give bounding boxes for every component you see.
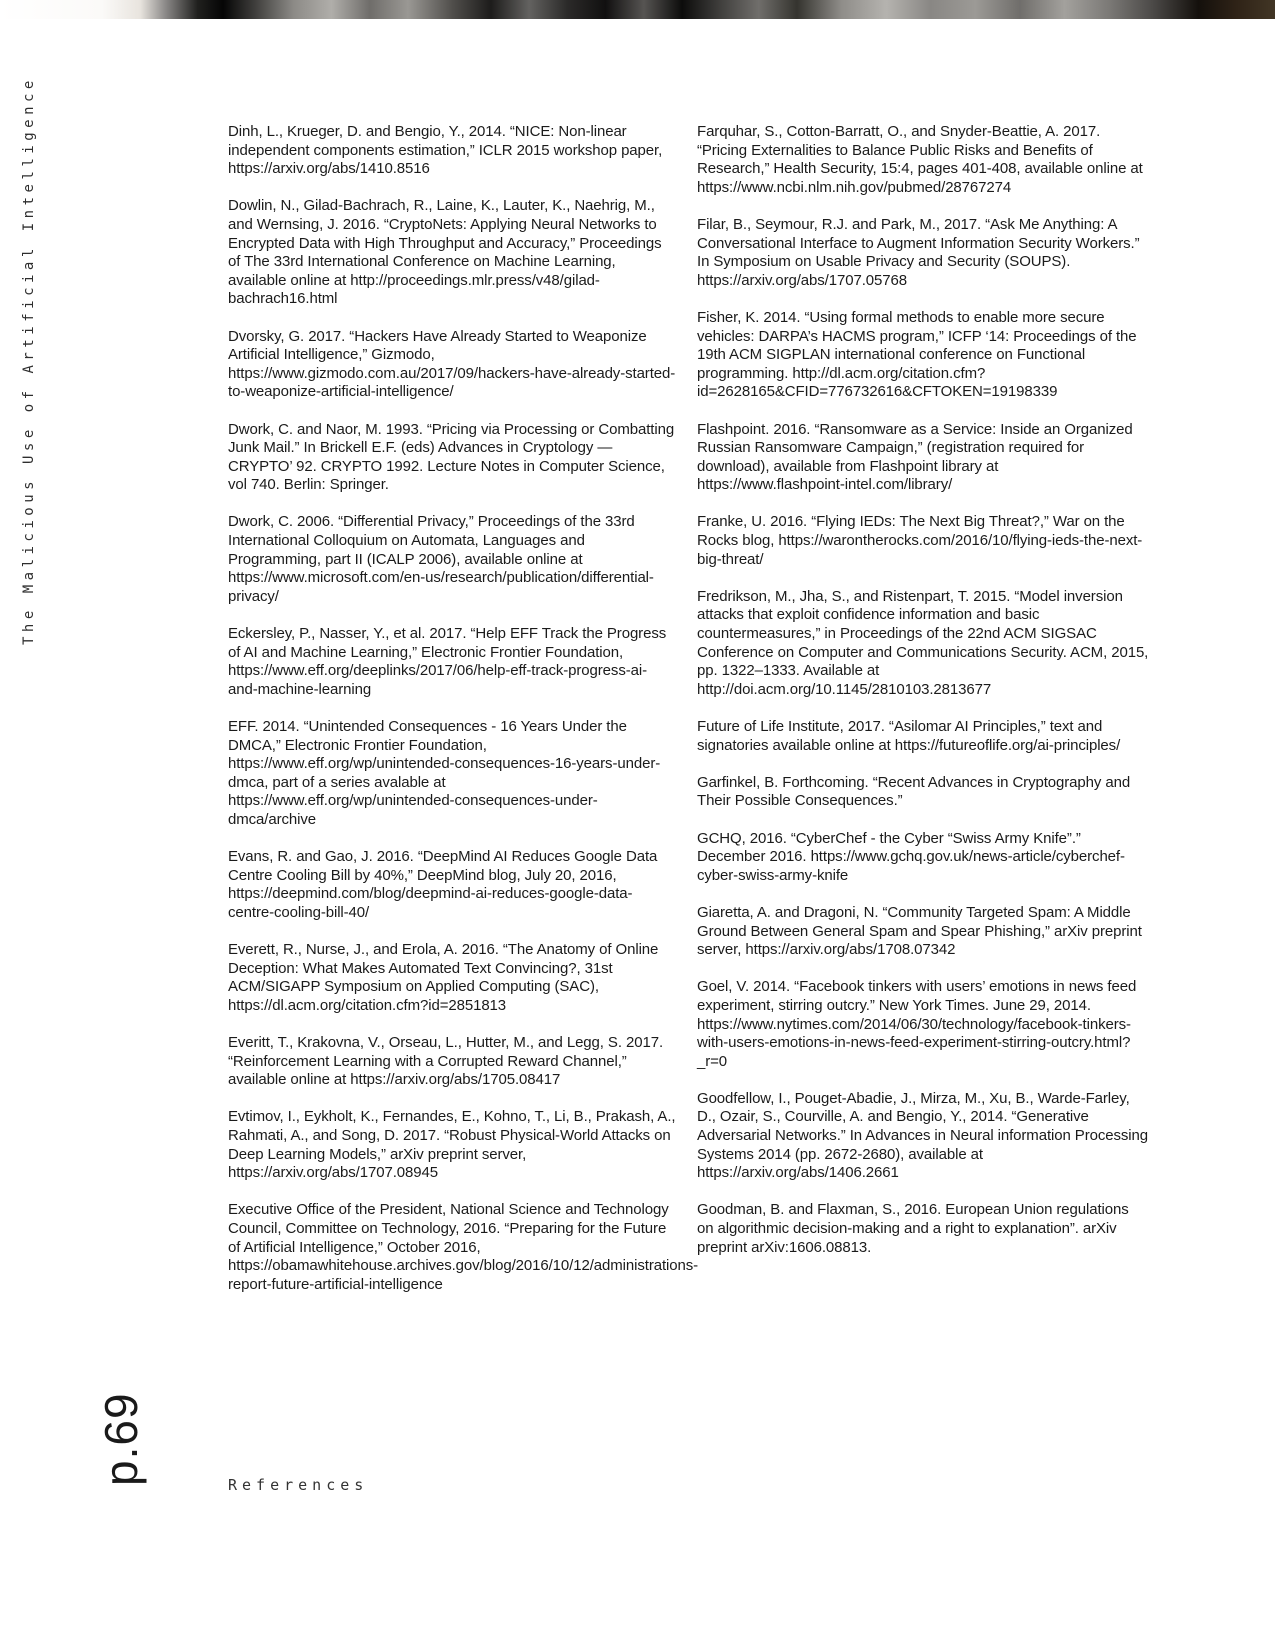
reference-entry: Executive Office of the President, National Science and Technology Council, Committee on Technology, 2016. “Preparing for the Future of Artificial Intelligence,” October 2016, https://obamawhitehouse.archives.gov/blog/2016/10/12/administrations-report-future-artificial-intelligence xyxy=(228,1201,699,1293)
reference-entry: Dwork, C. and Naor, M. 1993. “Pricing via Processing or Combatting Junk Mail.” In Brickell E.F. (eds) Advances in Cryptology — CRYPTO’ 92. CRYPTO 1992. Lecture Notes in Computer Science, vol 740. Berlin: Springer. xyxy=(228,420,675,494)
sidebar-vertical-title: The Malicious Use of Artificial Intelligence xyxy=(21,76,37,645)
reference-entry: Everitt, T., Krakovna, V., Orseau, L., Hutter, M., and Legg, S. 2017. “Reinforcement Learning with a Corrupted Reward Channel,” available online at https://arxiv.org/abs/1705.08417 xyxy=(228,1034,664,1089)
reference-entry: Evans, R. and Gao, J. 2016. “DeepMind AI Reduces Google Data Centre Cooling Bill by 40%,” DeepMind blog, July 20, 2016, https://deepmind.com/blog/deepmind-ai-reduces-google-data-centre-cooling-bill-40/ xyxy=(228,848,658,921)
reference-entry: Franke, U. 2016. “Flying IEDs: The Next Big Threat?,” War on the Rocks blog, https://warontherocks.com/2016/10/flying-ieds-the-next-big-threat/ xyxy=(697,513,1143,568)
reference-entry: Everett, R., Nurse, J., and Erola, A. 2016. “The Anatomy of Online Deception: What Makes Automated Text Convincing?, 31st ACM/SIGAPP Symposium on Applied Computing (SAC), https://dl.acm.org/citation.cfm?id=2851813 xyxy=(228,941,659,1014)
reference-entry: EFF. 2014. “Unintended Consequences - 16 Years Under the DMCA,” Electronic Frontier Foundation, https://www.eff.org/wp/unintended-consequences-16-years-under-dmca, part of a series avalable at https://www.eff.org/wp/unintended-consequences-under-dmca/archive xyxy=(228,718,661,828)
reference-entry: Garfinkel, B. Forthcoming. “Recent Advances in Cryptography and Their Possible Consequences.” xyxy=(697,773,1131,810)
header-image-strip xyxy=(0,0,1275,19)
reference-entry: Goodfellow, I., Pouget-Abadie, J., Mirza, M., Xu, B., Warde-Farley, D., Ozair, S., Courville, A. and Bengio, Y., 2014. “Generative Adversarial Networks.” In Advances in Neural information Processing Systems 2014 (pp. 2672-2680), available at https://arxiv.org/abs/1406.2661 xyxy=(697,1089,1148,1182)
reference-entry: Goodman, B. and Flaxman, S., 2016. European Union regulations on algorithmic decision-making and a right to explanation”. arXiv preprint arXiv:1606.08813. xyxy=(697,1201,1129,1256)
reference-entry: Fisher, K. 2014. “Using formal methods to enable more secure vehicles: DARPA’s HACMS program,” ICFP ‘14: Proceedings of the 19th ACM SIGPLAN international conference on Functional programming. http://dl.acm.org/citation.cfm?id=2628165&CFID=776732616&CFTOKEN=19198339 xyxy=(697,308,1137,401)
reference-entry: Dvorsky, G. 2017. “Hackers Have Already Started to Weaponize Artificial Intelligence,” Gizmodo, https://www.gizmodo.com.au/2017/09/hackers-have-already-started-to-weaponize-artificial-intelligence/ xyxy=(228,327,676,401)
reference-entry: Fredrikson, M., Jha, S., and Ristenpart, T. 2015. “Model inversion attacks that exploit confidence information and basic countermeasures,” in Proceedings of the 22nd ACM SIGSAC Conference on Computer and Communications Security. ACM, 2015, pp. 1322–1333. Available at http://doi.acm.org/10.1145/2810103.2813677 xyxy=(697,587,1149,698)
reference-entry: Dowlin, N., Gilad-Bachrach, R., Laine, K., Lauter, K., Naehrig, M., and Wernsing, J. 2016. “CryptoNets: Applying Neural Networks to Encrypted Data with High Throughput and Accuracy,” Proceedings of The 33rd International Conference on Machine Learning, available online at http://proceedings.mlr.press/v48/gilad-bachrach16.html xyxy=(228,197,662,308)
reference-entry: Filar, B., Seymour, R.J. and Park, M., 2017. “Ask Me Anything: A Conversational Interface to Augment Information Security Workers.” In Symposium on Usable Privacy and Security (SOUPS). https://arxiv.org/abs/1707.05768 xyxy=(697,215,1140,289)
reference-entry: Flashpoint. 2016. “Ransomware as a Service: Inside an Organized Russian Ransomware Campaign,” (registration required for download), available from Flashpoint library at https://www.flashpoint-intel.com/library/ xyxy=(697,420,1133,494)
reference-entry: GCHQ, 2016. “CyberChef - the Cyber “Swiss Army Knife”.” December 2016. https://www.gchq.gov.uk/news-article/cyberchef-cyber-swiss-army-knife xyxy=(697,829,1125,884)
reference-entry: Eckersley, P., Nasser, Y., et al. 2017. “Help EFF Track the Progress of AI and Machine Learning,” Electronic Frontier Foundation, https://www.eff.org/deeplinks/2017/06/help-eff-track-progress-ai-and-machine-learning xyxy=(228,625,667,698)
reference-entry: Future of Life Institute, 2017. “Asilomar AI Principles,” text and signatories available online at https://futureoflife.org/ai-principles/ xyxy=(697,718,1121,754)
reference-entry: Dwork, C. 2006. “Differential Privacy,” Proceedings of the 33rd International Colloquium on Automata, Languages and Programming, part II (ICALP 2006), available online at https://www.microsoft.com/en-us/research/publication/differential-privacy/ xyxy=(228,513,654,605)
reference-entry: Dinh, L., Krueger, D. and Bengio, Y., 2014. “NICE: Non-linear independent components estimation,” ICLR 2015 workshop paper, https://arxiv.org/abs/1410.8516 xyxy=(228,123,663,178)
references-column-right xyxy=(697,123,1149,1276)
page-number: p.69 xyxy=(95,1392,147,1486)
references-column-left xyxy=(228,123,699,1313)
reference-entry: Giaretta, A. and Dragoni, N. “Community Targeted Spam: A Middle Ground Between General Spam and Spear Phishing,” arXiv preprint server, https://arxiv.org/abs/1708.07342 xyxy=(697,903,1142,959)
footer-section-label: References xyxy=(228,1476,369,1494)
reference-entry: Farquhar, S., Cotton-Barratt, O., and Snyder-Beattie, A. 2017. “Pricing Externalities to Balance Public Risks and Benefits of Research,” Health Security, 15:4, pages 401-408, available online at https://www.ncbi.nlm.nih.gov/pubmed/28767274 xyxy=(697,123,1143,196)
reference-entry: Goel, V. 2014. “Facebook tinkers with users’ emotions in news feed experiment, stirring outcry.” New York Times. June 29, 2014. https://www.nytimes.com/2014/06/30/technology/facebook-tinkers-with-users-emotions-in-news-feed-experiment-stirring-outcry.html?_r=0 xyxy=(697,978,1137,1070)
reference-entry: Evtimov, I., Eykholt, K., Fernandes, E., Kohno, T., Li, B., Prakash, A., Rahmati, A., and Song, D. 2017. “Robust Physical-World Attacks on Deep Learning Models,” arXiv preprint server, https://arxiv.org/abs/1707.08945 xyxy=(228,1108,676,1182)
